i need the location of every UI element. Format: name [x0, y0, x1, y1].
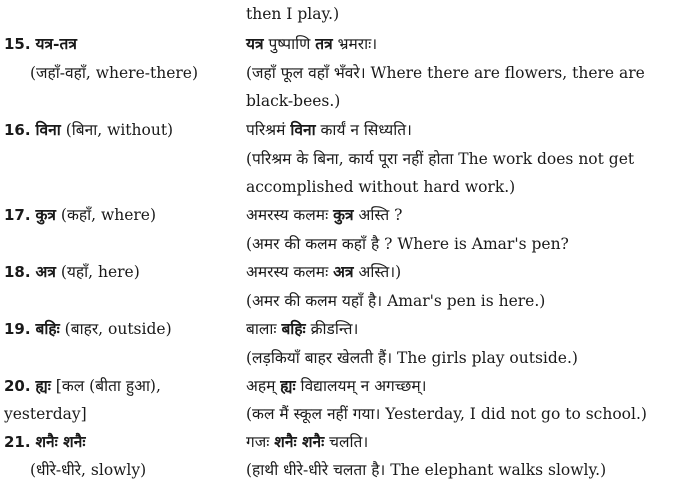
entry-21-meaning: (धीरे-धीरे, slowly) — [30, 461, 147, 479]
entry-15-meaning: (जहाँ-वहाँ, where-there) — [30, 64, 199, 82]
entry-19-example: बालाः बहिः क्रीडन्ति। — [246, 319, 359, 338]
entry-18-term — [4, 262, 140, 282]
entry-meaning: (बाहर, outside) — [59, 320, 172, 338]
entry-keyword: ह्यः — [35, 376, 51, 395]
entry-keyword: यत्र-तत्र — [35, 34, 77, 53]
entry-20-meaning-2: yesterday] — [4, 405, 87, 423]
entry-21-term — [4, 432, 85, 452]
entry-21-translation: (हाथी धीरे-धीरे चलता है। The elephant walks slowly.) — [246, 461, 607, 479]
entry-15-translation-2: black-bees.) — [246, 92, 341, 110]
entry-number: 16. — [4, 121, 31, 139]
entry-17-term — [4, 205, 156, 225]
entry-21-example: गजः शनैः शनैः चलति। — [246, 432, 369, 451]
entry-keyword: शनैः शनैः — [35, 432, 86, 451]
entry-number: 20. — [4, 377, 31, 395]
entry-meaning: (कहाँ, where) — [55, 206, 157, 224]
entry-number: 15. — [4, 35, 31, 53]
entry-number: 19. — [4, 320, 31, 338]
entry-keyword: बहिः — [35, 319, 60, 338]
entry-19-term — [4, 319, 172, 339]
entry-15-translation-1: (जहाँ फूल वहाँ भँवरे। Where there are flowers, there are — [246, 64, 645, 82]
entry-20-term — [4, 376, 161, 396]
entry-20-translation: (कल मैं स्कूल नहीं गया। Yesterday, I did not go to school.) — [246, 405, 647, 423]
entry-16-term — [4, 120, 173, 140]
entry-number: 18. — [4, 263, 31, 281]
entry-15-example: यत्र पुष्पाणि तत्र भ्रमराः। — [246, 34, 378, 53]
entry-keyword: विना — [35, 120, 61, 139]
entry-19-translation: (लड़कियाँ बाहर खेलती हैं। The girls play outside.) — [246, 349, 578, 367]
entry-keyword: कुत्र — [35, 205, 56, 224]
entry-17-example: अमरस्य कलमः कुत्र अस्ति ? — [246, 205, 403, 224]
entry-17-translation: (अमर की कलम कहाँ है ? Where is Amar's pen? — [246, 235, 569, 253]
entry-16-translation-1: (परिश्रम के बिना, कार्य पूरा नहीं होता The work does not get — [246, 150, 635, 168]
entry-meaning: (बिना, without) — [60, 121, 174, 139]
entry-meaning: (यहाँ, here) — [55, 263, 140, 281]
entry-meaning: [कल (बीता हुआ), — [50, 377, 161, 395]
entry-15-term — [4, 34, 77, 54]
entry-14-translation-tail: then I play.) — [246, 5, 340, 23]
entry-keyword: अत्र — [35, 262, 56, 281]
entry-number: 17. — [4, 206, 31, 224]
entry-number: 21. — [4, 433, 31, 451]
entry-20-example: अहम् ह्यः विद्यालयम् न अगच्छम्। — [246, 376, 427, 395]
entry-16-translation-2: accomplished without hard work.) — [246, 178, 516, 196]
entry-18-example: अमरस्य कलमः अत्र अस्ति।) — [246, 262, 402, 281]
entry-16-example: परिश्रमं विना कार्यं न सिध्यति। — [246, 120, 412, 139]
entry-18-translation: (अमर की कलम यहाँ है। Amar's pen is here.) — [246, 292, 546, 310]
